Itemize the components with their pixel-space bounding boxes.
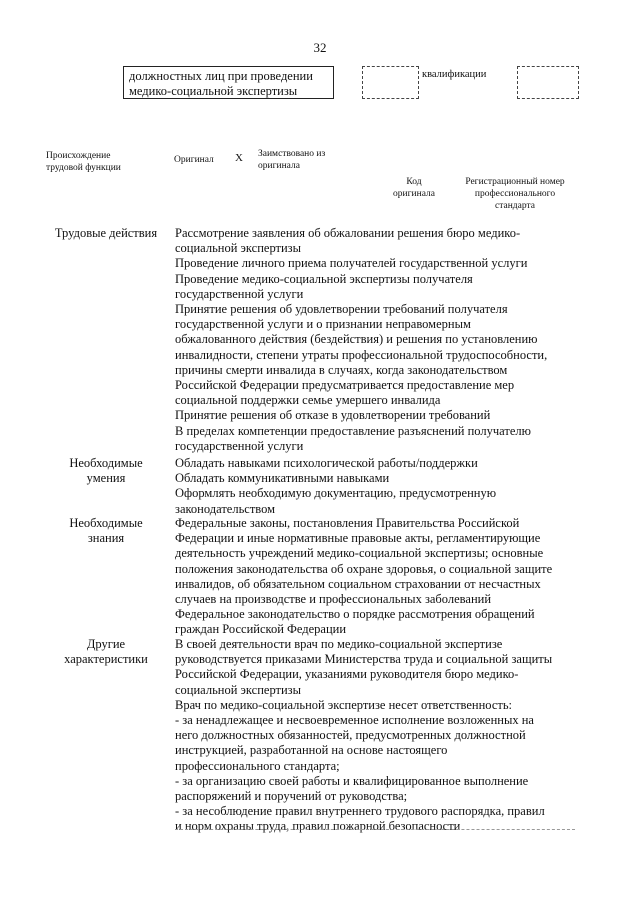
- text-line: Проведение медико-социальной экспертизы получателя: [175, 271, 473, 286]
- text-line: Принятие решения об отказе в удовлетворении требований: [175, 408, 491, 423]
- text-line: профессионального стандарта;: [175, 758, 340, 773]
- text-line: социальной поддержки семье умершего инвалида: [175, 393, 441, 408]
- registration-number-line: стандарта: [495, 201, 535, 211]
- text-line: государственной услуги: [175, 286, 304, 301]
- text-line: Рассмотрение заявления об обжаловании решения бюро медико-: [175, 226, 521, 240]
- text-line: Российской Федерации предусматривается предоставление мер: [175, 378, 515, 393]
- text-line: положения законодательства об охране здоровья, о социальной защите: [175, 561, 553, 576]
- section-label-line: Необходимые: [69, 516, 143, 530]
- text-line: Российской Федерации, указаниями руководителя бюро медико-: [175, 667, 519, 682]
- origin-label: [46, 150, 121, 174]
- text-line: В пределах компетенции предоставление разъяснений получателю: [175, 423, 531, 438]
- text-line: - за несоблюдение правил внутреннего трудового распорядка, правил: [175, 804, 545, 819]
- function-name-line: должностных лиц при проведении: [129, 69, 313, 83]
- text-line: него должностных обязанностей, предусмотренных должностной: [175, 728, 526, 743]
- section-label-labor-actions: [46, 226, 166, 241]
- text-line: государственной услуги и о признании неправомерным: [175, 317, 471, 332]
- text-line: законодательством: [175, 501, 276, 516]
- qualification-level-box: [517, 66, 579, 99]
- original-mark: X: [235, 152, 243, 164]
- text-line: Врач по медико-социальной экспертизе несет ответственность:: [175, 697, 513, 712]
- text-line: государственной услуги: [175, 438, 304, 453]
- text-line: В своей деятельности врач по медико-социальной экспертизе: [175, 637, 503, 651]
- borrowed-label: [258, 148, 325, 172]
- code-original-line: Код: [406, 177, 422, 187]
- section-text-skills: [175, 456, 575, 517]
- code-original-label: [388, 176, 440, 200]
- registration-number-line: профессионального: [474, 189, 556, 199]
- text-line: Оформлять необходимую документацию, предусмотренную: [175, 486, 497, 501]
- section-label-line: Трудовые действия: [54, 226, 158, 240]
- text-line: инвалидов, об обязательном социальном страховании от несчастных: [175, 576, 541, 591]
- qualification-label: квалификации: [422, 69, 487, 80]
- text-line: граждан Российской Федерации: [175, 622, 347, 637]
- text-line: социальной экспертизы: [175, 241, 302, 256]
- section-label-line: характеристики: [64, 652, 148, 667]
- section-text-other: [175, 637, 575, 835]
- section-label-skills: [46, 456, 166, 486]
- section-label-line: знания: [87, 531, 125, 546]
- section-label-line: Необходимые: [69, 456, 143, 470]
- section-label-line: умения: [86, 471, 126, 486]
- original-label: Оригинал: [174, 155, 214, 165]
- code-box: [362, 66, 419, 99]
- text-line: случаев на производстве и профессиональных заболеваний: [175, 592, 492, 607]
- text-line: Федерации и иные нормативные правовые акты, регламентирующие: [175, 531, 541, 546]
- section-label-other: [46, 637, 166, 667]
- borrowed-label-line: Заимствовано из: [258, 149, 326, 159]
- text-line: руководствуется приказами Министерства труда и социальной защиты: [175, 652, 553, 667]
- registration-number-line: Регистрационный номер: [465, 177, 565, 187]
- text-line: инвалидности, степени утраты профессиональной трудоспособности,: [175, 347, 548, 362]
- text-line: Принятие решения об удовлетворении требований получателя: [175, 302, 508, 317]
- text-line: деятельность учреждений медико-социальной экспертизы; основные: [175, 546, 544, 561]
- text-line: и норм охраны труда, правил пожарной безопасности: [175, 819, 461, 834]
- code-original-line: оригинала: [393, 189, 435, 199]
- bottom-divider: [175, 829, 575, 830]
- text-line: причины смерти инвалида в случаях, когда законодательством: [175, 362, 508, 377]
- text-line: Федеральное законодательство о порядке рассмотрения обращений: [175, 607, 535, 622]
- text-line: - за ненадлежащее и несвоевременное исполнение возложенных на: [175, 713, 534, 728]
- registration-number-label: [455, 176, 575, 212]
- text-line: обжалованного действия (бездействия) и решения по установлению: [175, 332, 538, 347]
- text-line: - за организацию своей работы и квалифицированное выполнение: [175, 773, 529, 788]
- text-line: социальной экспертизы: [175, 682, 302, 697]
- section-label-knowledge: [46, 516, 166, 546]
- text-line: распоряжений и поручений от руководства;: [175, 789, 408, 804]
- text-line: Обладать навыками психологической работы/поддержки: [175, 456, 478, 470]
- function-name-line: медико-социальной экспертизы: [129, 84, 298, 98]
- section-text-labor-actions: [175, 226, 575, 454]
- text-line: Проведение личного приема получателей государственной услуги: [175, 256, 528, 271]
- text-line: Федеральные законы, постановления Правительства Российской: [175, 516, 520, 530]
- origin-label-line: Происхождение: [46, 151, 111, 161]
- section-label-line: Другие: [86, 637, 126, 651]
- section-text-knowledge: [175, 516, 575, 638]
- text-line: инструкцией, разработанной на основе настоящего: [175, 743, 448, 758]
- text-line: Обладать коммуникативными навыками: [175, 471, 390, 486]
- function-name-box: [123, 66, 334, 99]
- borrowed-label-line: оригинала: [258, 161, 300, 171]
- origin-label-line: трудовой функции: [46, 163, 121, 173]
- page-number: 32: [313, 40, 327, 55]
